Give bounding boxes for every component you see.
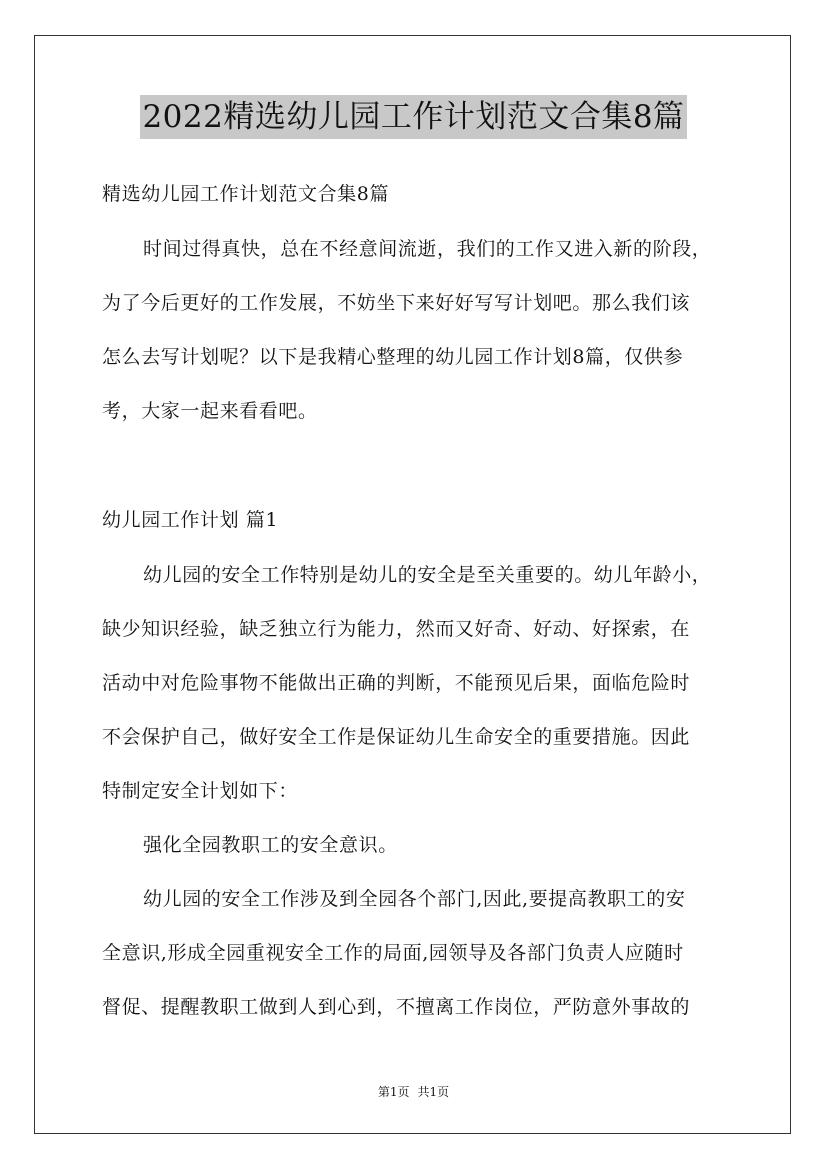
para2-line-1: 幼儿园的安全工作涉及到全园各个部门,因此,要提高教职工的安: [143, 888, 686, 910]
intro-line-2: 为了今后更好的工作发展，不妨坐下来好好写写计划吧。那么我们该: [102, 292, 691, 314]
para2-line-3: 督促、提醒教职工做到人到心到，不擅离工作岗位，严防意外事故的: [102, 996, 691, 1018]
page-total: 共1页: [417, 1085, 450, 1099]
para2-line-2: 全意识,形成全园重视安全工作的局面,园领导及各部门负责人应随时: [102, 942, 684, 964]
section-item: 强化全园教职工的安全意识。: [143, 834, 398, 856]
para1-line-2: 缺少知识经验，缺乏独立行为能力，然而又好奇、好动、好探索，在: [102, 618, 691, 640]
intro-line-4: 考，大家一起来看看吧。: [102, 400, 318, 422]
para1-line-3: 活动中对危险事物不能做出正确的判断，不能预见后果，面临危险时: [102, 672, 691, 694]
para1-line-1: 幼儿园的安全工作特别是幼儿的安全是至关重要的。幼儿年龄小，: [143, 564, 712, 586]
section-heading: 幼儿园工作计划 篇1: [102, 509, 279, 531]
para1-line-5: 特制定安全计划如下：: [102, 780, 299, 802]
document-title: 2022精选幼儿园工作计划范文合集8篇: [140, 95, 686, 139]
intro-line-3: 怎么去写计划呢？以下是我精心整理的幼儿园工作计划8篇，仅供参: [102, 346, 684, 368]
title-container: [0, 95, 827, 139]
document-subtitle: 精选幼儿园工作计划范文合集8篇: [102, 183, 390, 205]
intro-line-1: 时间过得真快，总在不经意间流逝，我们的工作又进入新的阶段，: [143, 238, 712, 260]
para1-line-4: 不会保护自己，做好安全工作是保证幼儿生命安全的重要措施。因此: [102, 726, 691, 748]
page-number: 第1页: [377, 1085, 410, 1099]
page-footer: [0, 1083, 827, 1101]
